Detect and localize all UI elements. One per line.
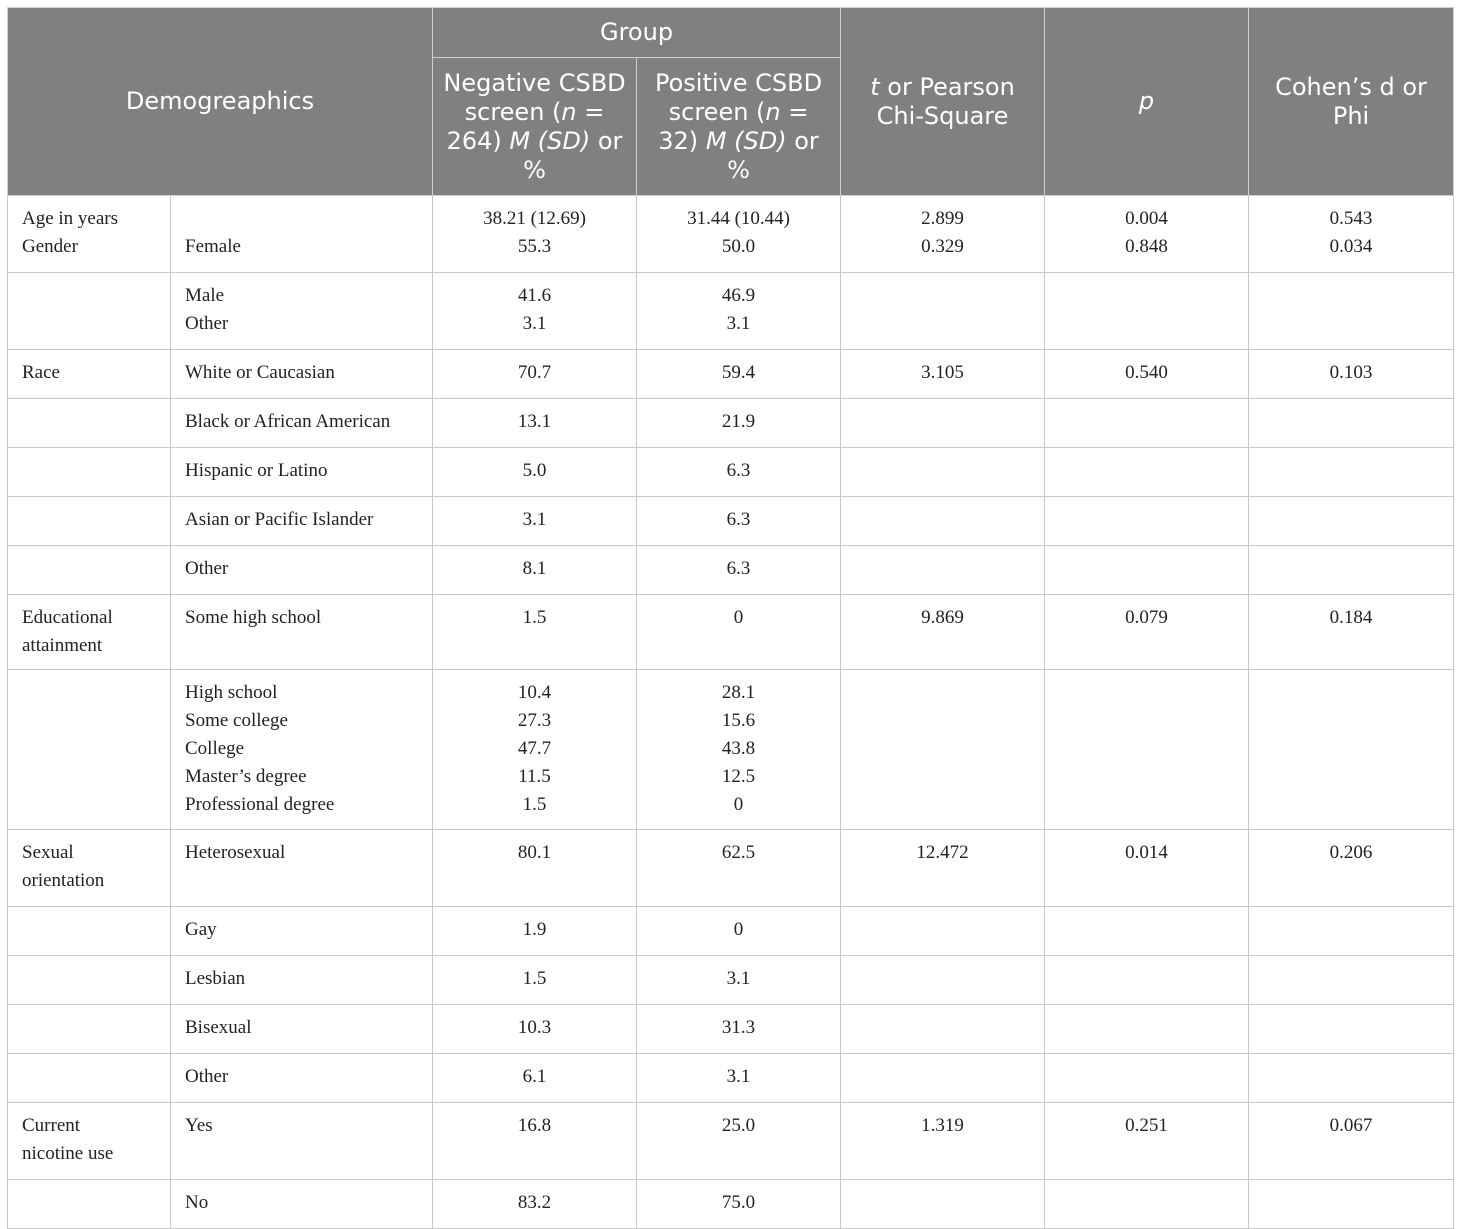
effect-size-cell (1249, 956, 1454, 1005)
cell-line: nicotine use (22, 1143, 114, 1164)
cell-line: 0.014 (1125, 842, 1168, 863)
cell-line: 12.5 (721, 766, 756, 787)
cell-line: attainment (22, 635, 103, 656)
statistic-cell (841, 350, 1045, 399)
cell-line: 3.105 (921, 362, 964, 383)
cell-line: 6.3 (726, 460, 751, 481)
table-row (8, 1180, 1454, 1229)
table-row (8, 546, 1454, 595)
cell-line: Male (185, 285, 225, 306)
cell-line: 21.9 (721, 411, 756, 432)
cell-line: 11.5 (518, 766, 551, 787)
positive-value-cell (637, 1180, 841, 1229)
negative-value-cell (433, 1005, 637, 1054)
cell-line: 1.5 (522, 968, 547, 989)
cell-line: Some college (185, 710, 288, 731)
statistic-cell (841, 1054, 1045, 1103)
cell-line: Yes (185, 1115, 213, 1136)
effect-size-cell (1249, 399, 1454, 448)
p-value-cell (1045, 497, 1249, 546)
cell-line: Female (185, 236, 241, 257)
table-row (8, 350, 1454, 399)
positive-value-cell (637, 196, 841, 273)
negative-value-cell (433, 670, 637, 830)
negative-value-cell (433, 1054, 637, 1103)
cell-line: Age in years (22, 208, 119, 229)
cell-line: 3.1 (522, 509, 547, 530)
category-cell (8, 956, 171, 1005)
cell-line: Race (22, 362, 60, 383)
cell-line: 3.1 (726, 1066, 751, 1087)
cell-line: Gender (22, 236, 78, 257)
cell-line: Master’s degree (185, 766, 307, 787)
statistic-cell (841, 830, 1045, 907)
statistic-cell (841, 448, 1045, 497)
cell-line: 0.004 (1125, 208, 1168, 229)
statistic-cell (841, 907, 1045, 956)
cell-line: 1.5 (522, 794, 547, 815)
cell-line: 25.0 (721, 1115, 756, 1136)
cell-line: Hispanic or Latino (185, 460, 328, 481)
cell-line: 12.472 (916, 842, 969, 863)
table-row (8, 273, 1454, 350)
table-row (8, 1103, 1454, 1180)
cell-line: 80.1 (517, 842, 552, 863)
effect-size-cell (1249, 1103, 1454, 1180)
cell-line: Lesbian (185, 968, 246, 989)
p-value-cell (1045, 1180, 1249, 1229)
effect-size-cell (1249, 1005, 1454, 1054)
header-p-value: p (1045, 8, 1249, 196)
statistic-cell (841, 1005, 1045, 1054)
cell-line: 47.7 (517, 738, 552, 759)
demographics-table (7, 7, 1454, 1229)
cell-line: Sexual (22, 842, 74, 863)
p-value-cell (1045, 1103, 1249, 1180)
subcategory-cell (171, 1103, 433, 1180)
effect-size-cell (1249, 497, 1454, 546)
subcategory-cell (171, 350, 433, 399)
p-value-cell (1045, 399, 1249, 448)
cell-line: 83.2 (517, 1192, 552, 1213)
category-cell (8, 350, 171, 399)
cell-line: 0.206 (1329, 842, 1373, 863)
category-cell (8, 448, 171, 497)
cell-line: 3.1 (522, 313, 547, 334)
p-value-cell (1045, 196, 1249, 273)
negative-value-cell (433, 595, 637, 670)
cell-line: 59.4 (721, 362, 756, 383)
p-value-cell (1045, 546, 1249, 595)
subcategory-cell (171, 956, 433, 1005)
cell-line: 41.6 (517, 285, 552, 306)
table-row (8, 448, 1454, 497)
statistic-cell (841, 1103, 1045, 1180)
category-cell (8, 1103, 171, 1180)
p-value-cell (1045, 350, 1249, 399)
statistic-cell (841, 595, 1045, 670)
p-value-cell (1045, 956, 1249, 1005)
cell-line: 50.0 (721, 236, 756, 257)
table-header (8, 8, 1454, 196)
cell-line: 0.103 (1329, 362, 1373, 383)
table-row (8, 956, 1454, 1005)
effect-size-cell (1249, 830, 1454, 907)
p-value-cell (1045, 830, 1249, 907)
subcategory-cell (171, 670, 433, 830)
p-value-cell (1045, 273, 1249, 350)
cell-line: 0.848 (1125, 236, 1168, 257)
positive-value-cell (637, 1005, 841, 1054)
p-value-cell (1045, 595, 1249, 670)
table-row (8, 595, 1454, 670)
header-row-1 (8, 8, 1454, 58)
positive-value-cell (637, 350, 841, 399)
negative-value-cell (433, 350, 637, 399)
statistic-cell (841, 497, 1045, 546)
cell-line: 5.0 (522, 460, 547, 481)
cell-line: 0.540 (1125, 362, 1168, 383)
p-value-cell (1045, 1054, 1249, 1103)
positive-value-cell (637, 670, 841, 830)
cell-line: 6.3 (726, 509, 751, 530)
cell-line: 0.543 (1329, 208, 1373, 229)
cell-line: 27.3 (517, 710, 552, 731)
cell-line: Asian or Pacific Islander (185, 509, 374, 530)
statistic-cell (841, 196, 1045, 273)
positive-value-cell (637, 907, 841, 956)
statistic-cell (841, 1180, 1045, 1229)
table-row (8, 196, 1454, 273)
cell-line: 0 (733, 794, 744, 815)
cell-line: 2.899 (921, 208, 964, 229)
negative-value-cell (433, 1103, 637, 1180)
category-cell (8, 1054, 171, 1103)
positive-value-cell (637, 546, 841, 595)
header-demographics: Demogreaphics (8, 8, 433, 196)
statistic-cell (841, 956, 1045, 1005)
subcategory-cell (171, 497, 433, 546)
statistic-cell (841, 399, 1045, 448)
negative-value-cell (433, 956, 637, 1005)
cell-line: Educational (22, 607, 113, 628)
effect-size-cell (1249, 196, 1454, 273)
cell-line: Other (185, 1066, 229, 1087)
effect-size-cell (1249, 670, 1454, 830)
cell-line: Professional degree (185, 794, 335, 815)
subcategory-cell (171, 830, 433, 907)
table-row (8, 670, 1454, 830)
table-row (8, 1054, 1454, 1103)
table-row (8, 830, 1454, 907)
category-cell (8, 907, 171, 956)
category-cell (8, 273, 171, 350)
negative-value-cell (433, 196, 637, 273)
cell-line: Black or African American (185, 411, 391, 432)
cell-line: 55.3 (517, 236, 552, 257)
cell-line: Gay (185, 919, 217, 940)
statistic-cell (841, 273, 1045, 350)
negative-value-cell (433, 448, 637, 497)
negative-value-cell (433, 907, 637, 956)
positive-value-cell (637, 399, 841, 448)
cell-line: 6.1 (522, 1066, 547, 1087)
effect-size-cell (1249, 273, 1454, 350)
cell-line: 0.251 (1125, 1115, 1168, 1136)
category-cell (8, 546, 171, 595)
subcategory-cell (171, 546, 433, 595)
statistic-cell (841, 670, 1045, 830)
cell-line: Some high school (185, 607, 322, 628)
cell-line: 75.0 (721, 1192, 756, 1213)
cell-line: 43.8 (721, 738, 756, 759)
cell-line: 46.9 (721, 285, 756, 306)
p-value-cell (1045, 448, 1249, 497)
cell-line: 0 (733, 607, 744, 628)
cell-line: 0.329 (921, 236, 964, 257)
positive-value-cell (637, 273, 841, 350)
cell-line: 16.8 (517, 1115, 552, 1136)
positive-value-cell (637, 830, 841, 907)
cell-line: College (185, 738, 245, 759)
cell-line: 31.44 (10.44) (687, 208, 790, 229)
table-row (8, 907, 1454, 956)
category-cell (8, 399, 171, 448)
statistic-cell (841, 546, 1045, 595)
cell-line: 28.1 (721, 682, 756, 703)
positive-value-cell (637, 1103, 841, 1180)
effect-size-cell (1249, 546, 1454, 595)
positive-value-cell (637, 595, 841, 670)
effect-size-cell (1249, 595, 1454, 670)
subcategory-cell (171, 399, 433, 448)
header-negative-screen: Negative CSBD screen (n = 264) M (SD) or % (433, 58, 637, 196)
negative-value-cell (433, 830, 637, 907)
p-value-cell (1045, 670, 1249, 830)
cell-line: 1.9 (522, 919, 547, 940)
header-group: Group (433, 8, 841, 58)
cell-line: White or Caucasian (185, 362, 335, 383)
cell-line (185, 205, 418, 233)
header-positive-screen: Positive CSBD screen (n = 32) M (SD) or % (637, 58, 841, 196)
negative-value-cell (433, 399, 637, 448)
negative-value-cell (433, 546, 637, 595)
cell-line: High school (185, 682, 278, 703)
cell-line: Current (22, 1115, 81, 1136)
category-cell (8, 830, 171, 907)
subcategory-cell (171, 1005, 433, 1054)
cell-line: 62.5 (721, 842, 756, 863)
cell-line: 9.869 (921, 607, 964, 628)
cell-line: 0.079 (1125, 607, 1168, 628)
cell-line: 8.1 (522, 558, 547, 579)
cell-line: orientation (22, 870, 105, 891)
cell-line: Other (185, 313, 229, 334)
cell-line: 6.3 (726, 558, 751, 579)
subcategory-cell (171, 1180, 433, 1229)
category-cell (8, 595, 171, 670)
positive-value-cell (637, 497, 841, 546)
negative-value-cell (433, 497, 637, 546)
cell-line: 3.1 (726, 968, 751, 989)
cell-line: Heterosexual (185, 842, 286, 863)
p-value-cell (1045, 1005, 1249, 1054)
subcategory-cell (171, 448, 433, 497)
subcategory-cell (171, 907, 433, 956)
cell-line: 0.067 (1329, 1115, 1373, 1136)
category-cell (8, 196, 171, 273)
category-cell (8, 670, 171, 830)
cell-line: 13.1 (517, 411, 552, 432)
cell-line: Other (185, 558, 229, 579)
effect-size-cell (1249, 907, 1454, 956)
table-body (8, 196, 1454, 1229)
subcategory-cell (171, 1054, 433, 1103)
cell-line: 38.21 (12.69) (483, 208, 586, 229)
subcategory-cell (171, 196, 433, 273)
effect-size-cell (1249, 350, 1454, 399)
positive-value-cell (637, 448, 841, 497)
cell-line: 10.3 (517, 1017, 552, 1038)
subcategory-cell (171, 273, 433, 350)
table-row (8, 399, 1454, 448)
cell-line: 70.7 (517, 362, 552, 383)
negative-value-cell (433, 273, 637, 350)
cell-line: 1.319 (921, 1115, 964, 1136)
subcategory-cell (171, 595, 433, 670)
header-effect-size: Cohen’s d or Phi (1249, 8, 1454, 196)
effect-size-cell (1249, 1054, 1454, 1103)
positive-value-cell (637, 956, 841, 1005)
cell-line: Bisexual (185, 1017, 252, 1038)
cell-line: 0.034 (1329, 236, 1373, 257)
effect-size-cell (1249, 448, 1454, 497)
cell-line: 31.3 (721, 1017, 756, 1038)
cell-line: 10.4 (517, 682, 552, 703)
cell-line: 3.1 (726, 313, 751, 334)
cell-line: 15.6 (721, 710, 756, 731)
table-row (8, 497, 1454, 546)
cell-line: 0.184 (1329, 607, 1373, 628)
header-test-statistic: t or Pearson Chi-Square (841, 8, 1045, 196)
p-value-cell (1045, 907, 1249, 956)
negative-value-cell (433, 1180, 637, 1229)
cell-line: No (185, 1192, 209, 1213)
category-cell (8, 1005, 171, 1054)
cell-line: 1.5 (522, 607, 547, 628)
category-cell (8, 497, 171, 546)
table-row (8, 1005, 1454, 1054)
positive-value-cell (637, 1054, 841, 1103)
category-cell (8, 1180, 171, 1229)
cell-line: 0 (733, 919, 744, 940)
effect-size-cell (1249, 1180, 1454, 1229)
